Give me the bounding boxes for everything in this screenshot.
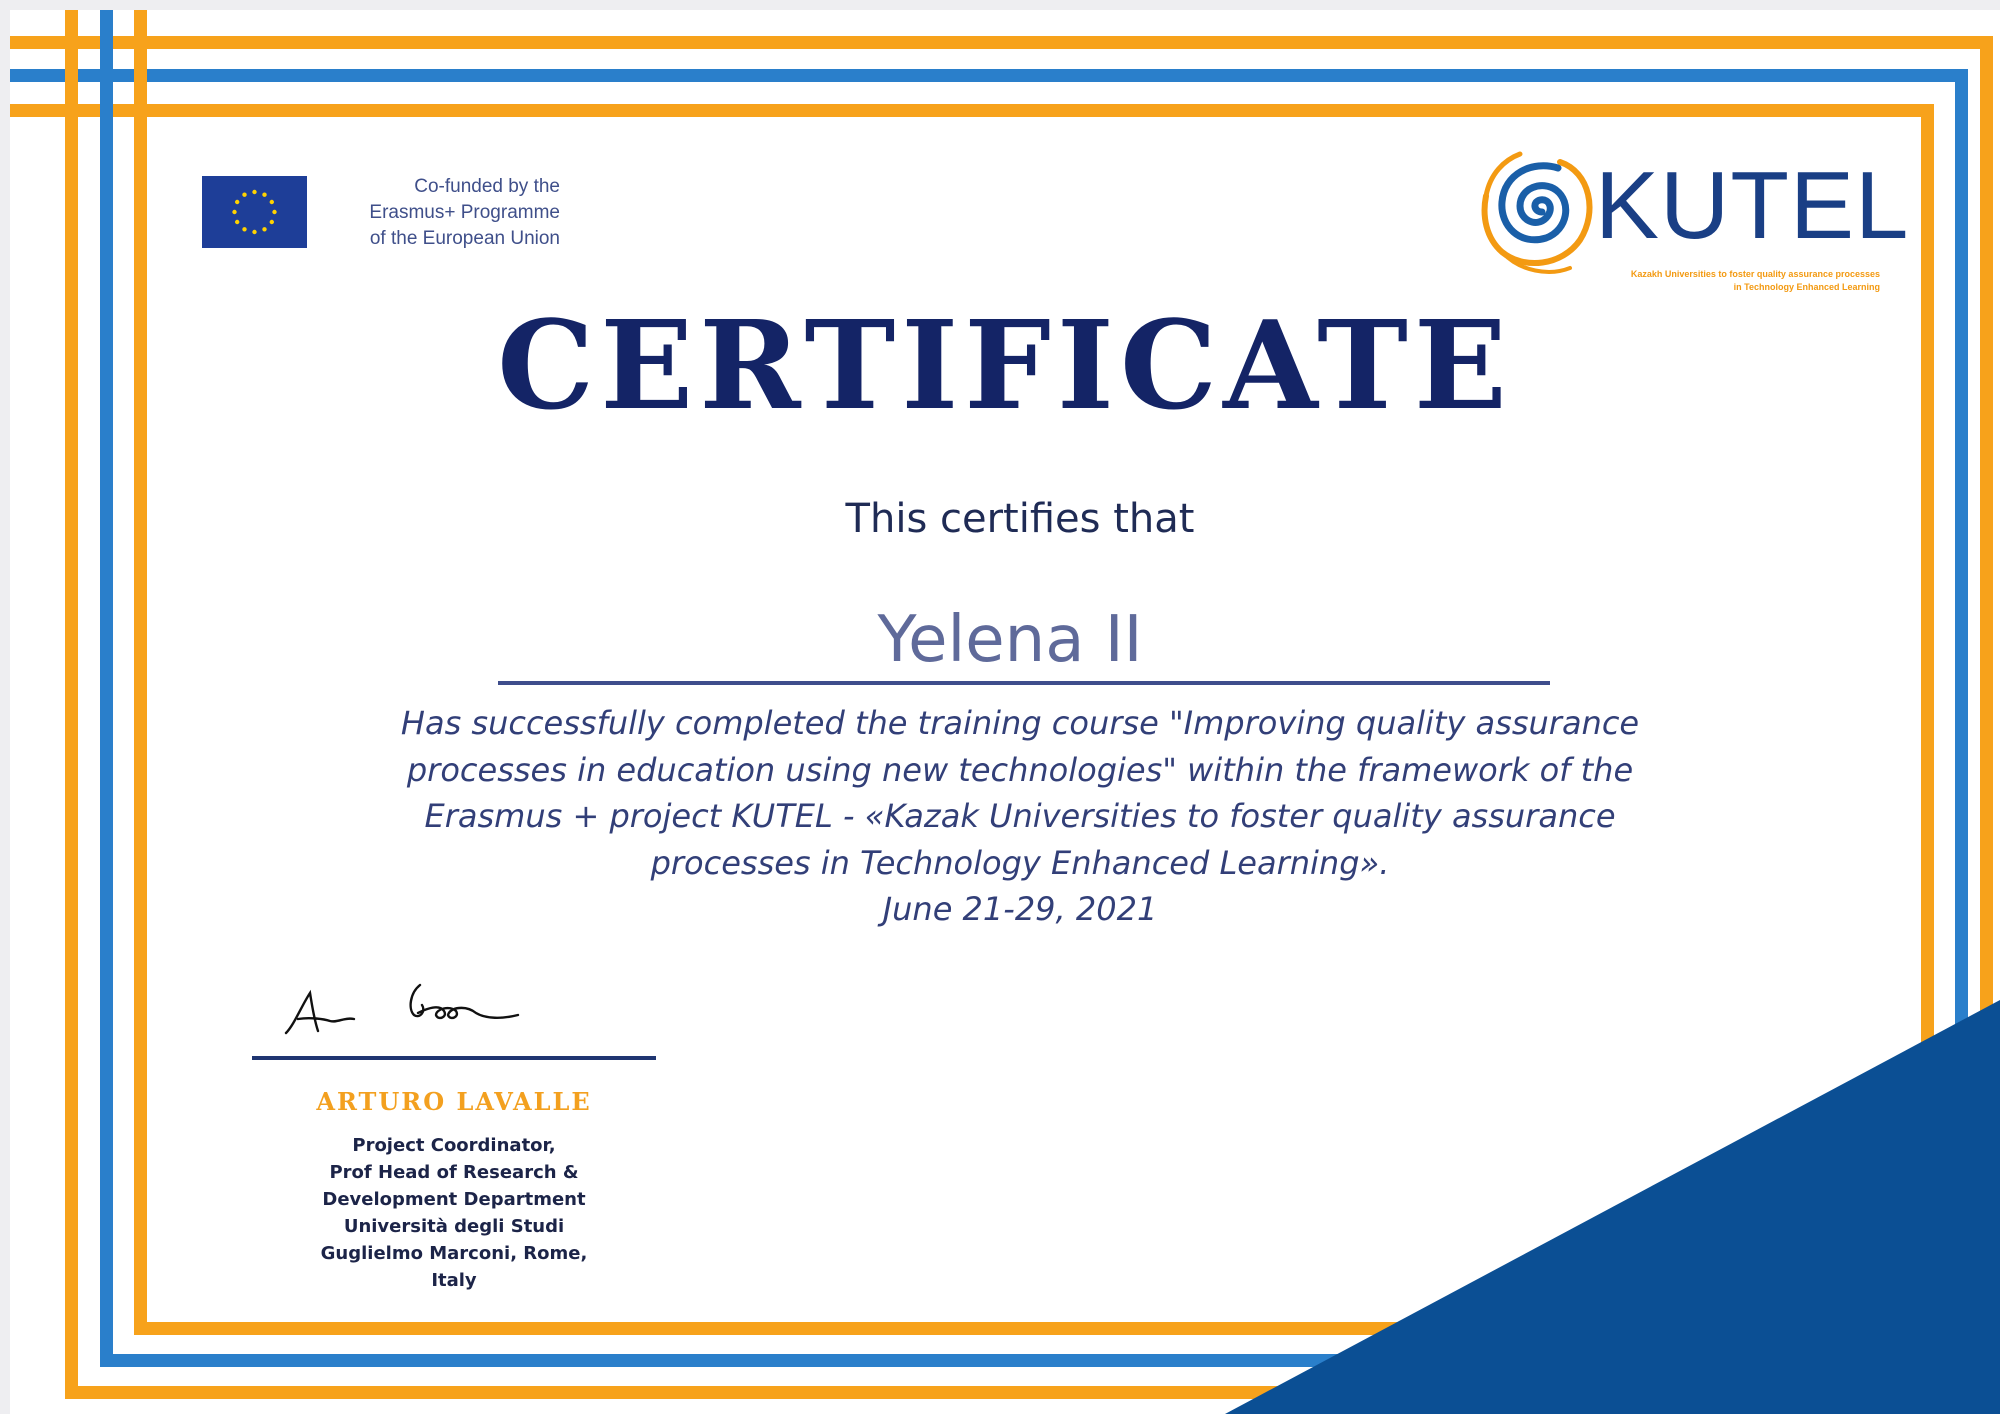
course-dates: June 21-29, 2021 bbox=[882, 890, 1158, 928]
recipient-name: Yelena II bbox=[877, 603, 1143, 677]
role-line: Guglielmo Marconi, Rome, bbox=[320, 1243, 588, 1264]
body-line: Has successfully completed the training course "Improving quality assurance bbox=[400, 704, 1640, 742]
body-line: Erasmus + project KUTEL - «Kazak Universities to foster quality assurance bbox=[424, 797, 1616, 835]
role-line: Prof Head of Research & bbox=[329, 1162, 579, 1183]
role-line: Project Coordinator, bbox=[352, 1135, 556, 1156]
role-line: Development Department bbox=[322, 1189, 586, 1210]
signatory-name: ARTURO LAVALLE bbox=[316, 1087, 592, 1116]
corner-triangle bbox=[10, 10, 2000, 1414]
eu-caption-line: of the European Union bbox=[369, 228, 560, 249]
certifies-that-text: This certifies that bbox=[845, 496, 1195, 542]
certificate-title: CERTIFICATE bbox=[497, 293, 1513, 437]
role-line: Università degli Studi bbox=[343, 1216, 565, 1237]
kutel-wordmark: KUTEL bbox=[1595, 152, 1910, 259]
body-line: processes in education using new technologies" within the framework of the bbox=[406, 750, 1634, 789]
role-line: Italy bbox=[431, 1270, 477, 1291]
body-line: processes in Technology Enhanced Learning». bbox=[650, 843, 1390, 882]
kutel-tagline-line: in Technology Enhanced Learning bbox=[1733, 282, 1880, 292]
eu-caption-line: Erasmus+ Programme bbox=[369, 202, 560, 223]
certificate-sheet bbox=[10, 10, 2000, 1414]
kutel-tagline-line: Kazakh Universities to foster quality assurance processes bbox=[1630, 269, 1880, 279]
eu-caption-line: Co-funded by the bbox=[414, 176, 560, 197]
